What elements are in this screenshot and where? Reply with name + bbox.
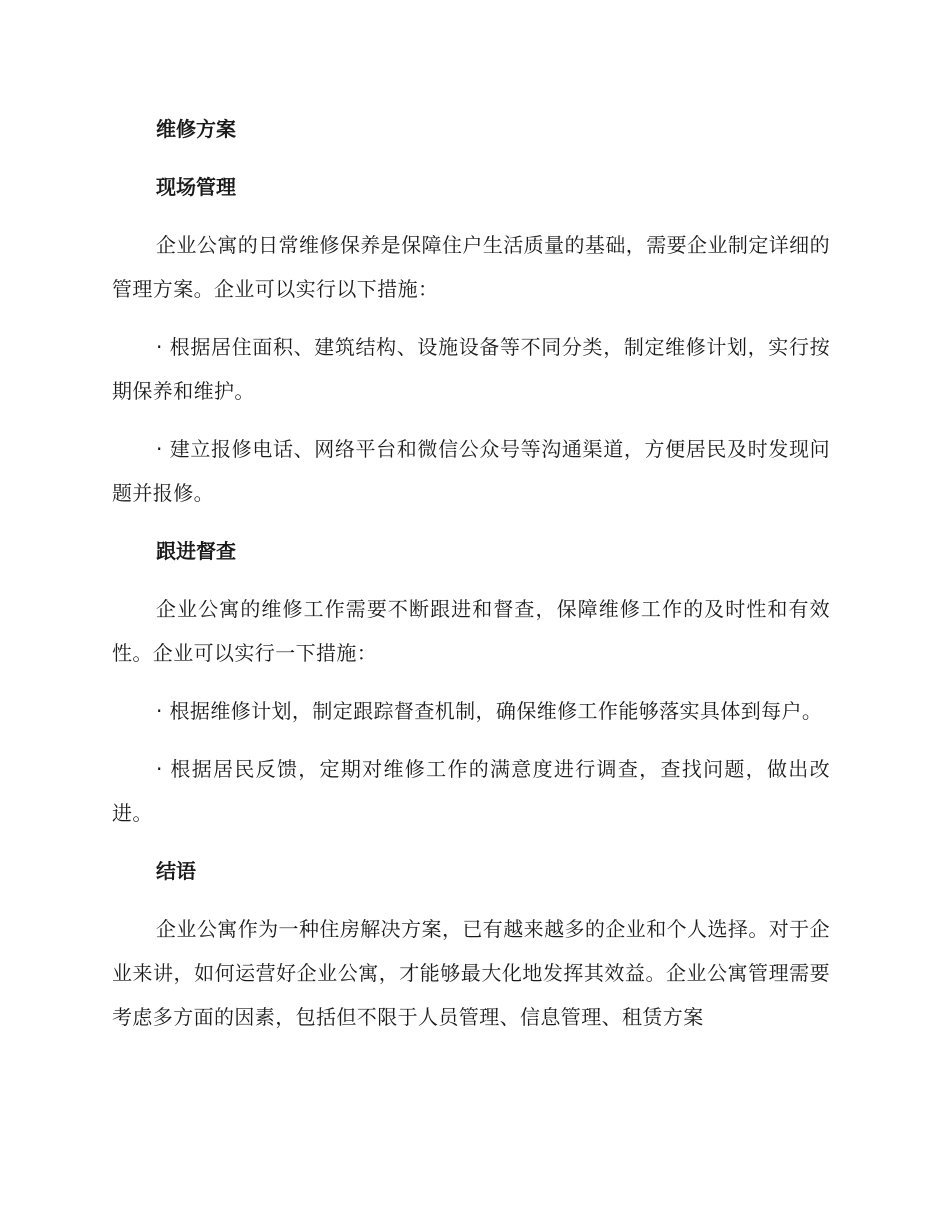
paragraph-conclusion: 企业公寓作为一种住房解决方案，已有越来越多的企业和个人选择。对于企业来讲，如何运营好企业公寓，才能够最大化地发挥其效益。企业公寓管理需要考虑多方面的因素，包括但不限于人员管理、信息管理、租赁方案: [112, 917, 830, 1029]
bullet-repair-channels: · 建立报修电话、网络平台和微信公众号等沟通渠道，方便居民及时发现问题并报修。: [112, 437, 830, 505]
paragraph-site-management-intro: 企业公寓的日常维修保养是保障住户生活质量的基础，需要企业制定详细的管理方案。企业可以实行以下措施：: [112, 233, 830, 301]
section-heading-maintenance-plan: 维修方案: [156, 117, 236, 141]
document-body: [112, 107, 830, 1053]
bullet-maintenance-schedule: · 根据居住面积、建筑结构、设施设备等不同分类，制定维修计划，实行按期保养和维护。: [112, 335, 830, 403]
paragraph-follow-up-intro: 企业公寓的维修工作需要不断跟进和督查，保障维修工作的及时性和有效性。企业可以实行一下措施：: [112, 597, 830, 665]
bullet-satisfaction-survey: · 根据居民反馈，定期对维修工作的满意度进行调查，查找问题，做出改进。: [112, 757, 830, 825]
section-heading-follow-up: 跟进督查: [156, 539, 236, 563]
bullet-tracking-mechanism: · 根据维修计划，制定跟踪督查机制，确保维修工作能够落实具体到每户。: [156, 699, 823, 723]
section-heading-site-management: 现场管理: [156, 175, 236, 199]
section-heading-conclusion: 结语: [156, 859, 196, 883]
